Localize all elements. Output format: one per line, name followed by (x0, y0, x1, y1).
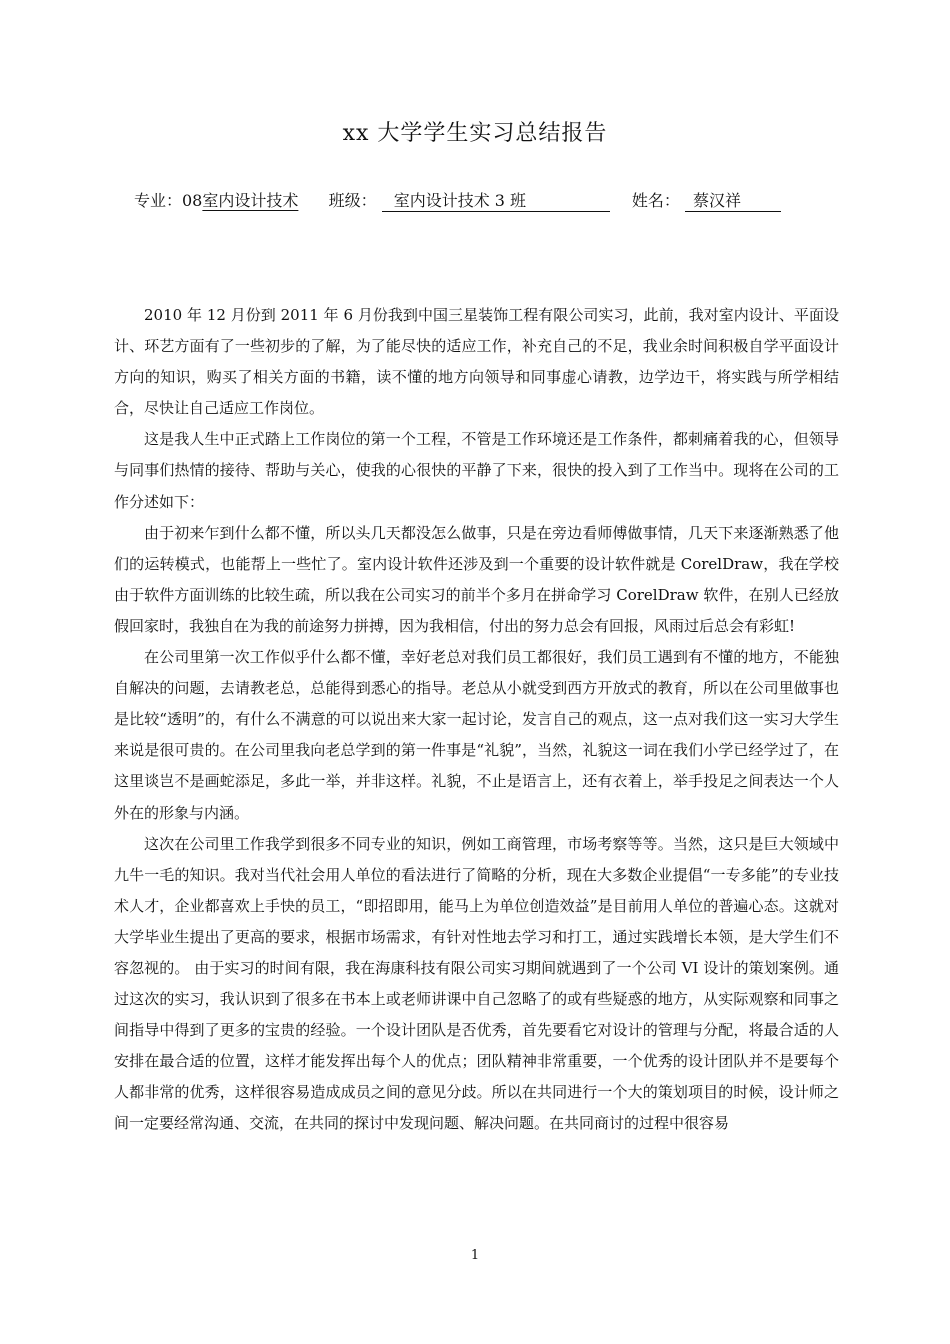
name-label: 姓名： (631, 191, 680, 210)
document-title: xx 大学学生实习总结报告 (342, 121, 608, 146)
paragraph: 这次在公司里工作我学到很多不同专业的知识，例如工商管理，市场考察等等。当然，这只是巨大领域中九牛一毛的知识。我对当代社会用人单位的看法进行了简略的分析，现在大多数企业提倡“一专多能”的专业技术人才，企业都喜欢上手快的员工，“即招即用，能马上为单位创造效益”是目前用人单位的普遍心态。这就对大学毕业生提出了更高的要求，根据市场需求，有针对性地去学习和打工，通过实践增长本领，是大学生们不容忽视的。 由于实习的时间有限，我在海康科技有限公司实习期间就遇到了一个公司 VI 设计的策划案例。通过这次的实习，我认识到了很多在书本上或老师讲课中自己忽略了的或有些疑惑的地方，从实际观察和同事之间指导中得到了更多的宝贵的经验。一个设计团队是否优秀，首先要看它对设计的管理与分配，将最合适的人安排在最合适的位置，这样才能发挥出每个人的优点；团队精神非常重要，一个优秀的设计团队并不是要每个人都非常的优秀，这样很容易造成成员之间的意见分歧。所以在共同进行一个大的策划项目的时候，设计师之间一定要经常沟通、交流，在共同的探讨中发现问题、解决问题。在共同商讨的过程中很容易 (114, 834, 839, 1133)
report-body (114, 300, 839, 1140)
name-value: 蔡汉祥 (685, 192, 781, 212)
class-value: 室内设计技术 3 班 (382, 192, 610, 212)
student-info-line (134, 188, 781, 212)
major-label: 专业：08 (134, 191, 203, 210)
paragraph: 这是我人生中正式踏上工作岗位的第一个工程，不管是工作环境还是工作条件，都刺痛着我的心，但领导与同事们热情的接待、帮助与关心，使我的心很快的平静了下来，很快的投入到了工作当中。现将在公司的工作分述如下： (114, 430, 839, 511)
paragraph: 由于初来乍到什么都不懂，所以头几天都没怎么做事，只是在旁边看师傅做事情，几天下来逐渐熟悉了他们的运转模式，也能帮上一些忙了。室内设计软件还涉及到一个重要的设计软件就是 CorelDraw，我在学校由于软件方面训练的比较生疏，所以我在公司实习的前半个多月在拼命学习 CorelDraw 软件，在别人已经放假回家时，我独自在为我的前途努力拼搏，因为我相信，付出的努力总会有回报，风雨过后总会有彩虹! (114, 523, 839, 635)
paragraph: 2010 年 12 月份到 2011 年 6 月份我到中国三星装饰工程有限公司实习，此前，我对室内设计、平面设计、环艺方面有了一些初步的了解，为了能尽快的适应工作，补充自己的不足，我业余时间积极自学平面设计方向的知识，购买了相关方面的书籍，读不懂的地方向领导和同事虚心请教，边学边干，将实践与所学相结合，尽快让自己适应工作岗位。 (114, 306, 839, 418)
major-value: 室内设计技术 (202, 191, 299, 210)
page-number: 1 (470, 1248, 480, 1263)
paragraph: 在公司里第一次工作似乎什么都不懂，幸好老总对我们员工都很好，我们员工遇到有不懂的地方，不能独自解决的问题，去请教老总，总能得到悉心的指导。老总从小就受到西方开放式的教育，所以在公司里做事也是比较“透明”的，有什么不满意的可以说出来大家一起讨论，发言自己的观点，这一点对我们这一实习大学生来说是很可贵的。在公司里我向老总学到的第一件事是“礼貌”，当然，礼貌这一词在我们小学已经学过了，在这里谈岂不是画蛇添足，多此一举，并非这样。礼貌，不止是语言上，还有衣着上，举手投足之间表达一个人外在的形象与内涵。 (114, 648, 839, 822)
class-label: 班级： (328, 191, 377, 210)
